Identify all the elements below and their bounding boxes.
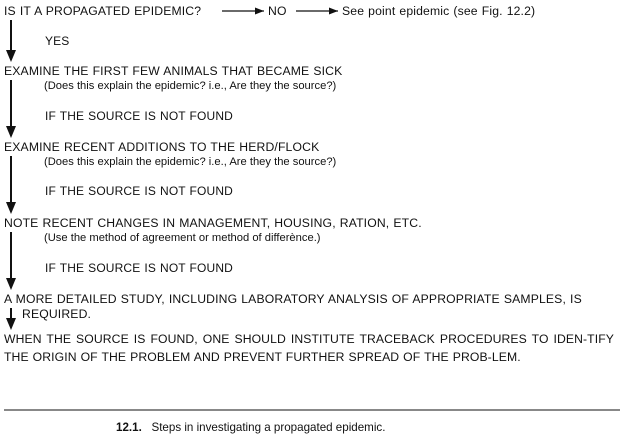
down-arrow-4-head (6, 278, 16, 290)
step-examine-recent-additions-note: (Does this explain the epidemic? i.e., Are they the source?) (44, 156, 337, 168)
condition-source-not-found-2: IF THE SOURCE IS NOT FOUND (45, 184, 233, 198)
caption-text: Steps in investigating a propagated epidemic. (151, 421, 386, 434)
step-note-recent-changes: NOTE RECENT CHANGES IN MANAGEMENT, HOUSING, RATION, ETC. (4, 216, 422, 230)
down-arrow-2-head (6, 126, 16, 138)
condition-source-not-found-3: IF THE SOURCE IS NOT FOUND (45, 261, 233, 275)
step-note-recent-changes-note: (Use the method of agreement or method of differènce.) (44, 232, 321, 244)
detailed-study-line-1: A MORE DETAILED STUDY, INCLUDING LABORATORY ANALYSIS OF APPROPRIATE SAMPLES, IS (4, 292, 582, 306)
step-examine-recent-additions: EXAMINE RECENT ADDITIONS TO THE HERD/FLOCK (4, 140, 320, 154)
caption-number: 12.1. (116, 421, 142, 434)
step-examine-first-animals-note: (Does this explain the epidemic? i.e., Are they the source?) (44, 80, 337, 92)
down-arrow-3-head (6, 202, 16, 214)
step-examine-first-animals: EXAMINE THE FIRST FEW ANIMALS THAT BECAME SICK (4, 64, 343, 78)
final-step-traceback: WHEN THE SOURCE IS FOUND, ONE SHOULD INSTITUTE TRACEBACK PROCEDURES TO IDEN-TIFY THE ORIGIN OF THE PROBLEM AND PREVENT FURTHER SPREAD OF THE PROB-LEM. (4, 332, 614, 364)
question-text: IS IT A PROPAGATED EPIDEMIC? (4, 4, 202, 18)
down-arrow-5-head (6, 318, 16, 330)
point-epidemic-reference: See point epidemic (see Fig. 12.2) (342, 4, 536, 18)
condition-source-not-found-1: IF THE SOURCE IS NOT FOUND (45, 109, 233, 123)
down-arrow-1-head (6, 50, 16, 62)
detailed-study-line-2: REQUIRED. (22, 307, 92, 321)
no-label: NO (268, 4, 287, 18)
figure-caption (116, 421, 385, 434)
yes-label: YES (45, 34, 70, 48)
